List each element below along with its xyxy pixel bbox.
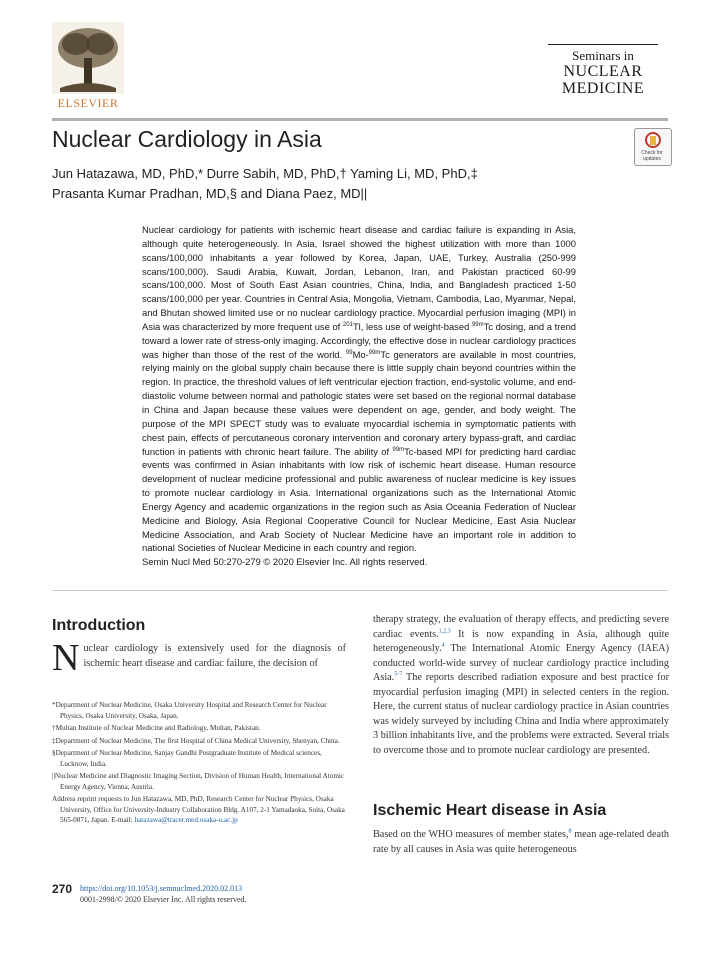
abstract-divider — [52, 590, 668, 591]
publisher-name: ELSEVIER — [57, 96, 119, 110]
section-heading-introduction: Introduction — [52, 617, 146, 634]
journal-line1: Seminars in — [572, 48, 634, 63]
affiliation-4: §Department of Nuclear Medicine, Sanjay Gandhi Postgraduate Institute of Medical sciences, Lucknow, India. — [52, 749, 322, 768]
journal-line2: NUCLEAR — [563, 63, 643, 80]
abstract: Nuclear cardiology for patients with ischemic heart disease and cardiac failure is expanding in Asia, although quite heterogeneously. In Asia, Israel showed the highest utilization with more than 1000 scans/100,000 inhabitants a year followed by Korea, Japan, UAE, Turkey, Australia (250-999 scans/100,000). Saudi Arabia, Kuwait, Jordan, Lebanon, Iran, and Pakistan practiced 60-99 scans/100,000. Most of South East Asian countries, China, India, and Bangladesh practiced 1-50 scans/100,000 per year. Countries in Central Asia, Mongolia, Vietnam, Cambodia, Lao, Myanmar, Nepal, and Bhutan showed limited use or no nuclear cardiology practice. Myocardial perfusion imaging (MPI) in Asia was characterized by more frequent use of $^{201}$Tl, less use of weight-based $^{99m}$Tc dosing, and a trend toward a lower rate of stress-only imaging. Accordingly, the effective dose in nuclear cardiology practices was higher than those of the rest of the world. $^{99}$Mo-$^{99m}$Tc generators are available in most countries, relying mainly on the global supply chain because there is little supply chain beyond countries within the region. In practice, the threshold values of left ventricular ejection fraction, end-systolic volume, and end-diastolic volume between normal and pathologic states were set based on the regional normal database in China and Japan because these values were dependent on age, gender, and body weight. The purpose of the MPI SPECT study was to evaluate myocardial ischemia in symptomatic patients with chest pain, effects of percutaneous coronary intervention and coronary artery bypass-graft, and cardiac function in patients with chronic heart failure. The ability of $^{99m}$Tc-based MPI for predicting hard cardiac events was confirmed in Asian inhabitants with low risk of ischemic heart disease. Human resource development of nuclear medicine professional and public awareness of nuclear medicine is key issues to promote nuclear cardiology in Asia. International organizations such as the International Atomic Energy Agency and academic organizations in the region such as Asia Oceania Federation of Nuclear Medicine and Biology, Asia Regional Cooperative Council for Nuclear Medicine, East Asia Nuclear Medicine Association, and Arab Society of Nuclear Medicine have an important role in addition to national Societies of Nuclear Medicine in each country and region. Semin Nucl Med 50:270-279 © 2020 Elsevier Inc. All rights reserved. — [142, 224, 577, 568]
reprint-email-link[interactable]: hatazawa@tracer.med.osaka-u.ac.jp — [134, 816, 238, 824]
drop-cap: N — [52, 637, 80, 679]
intro-text: uclear cardiology is extensively used for the diagnosis of ischemic heart disease and cardiac failure, the decision of — [83, 643, 346, 669]
authors-line1: Jun Hatazawa, MD, PhD,* Durre Sabih, MD, PhD,† Yaming Li, MD, PhD,‡ — [52, 166, 478, 181]
journal-rule — [548, 44, 658, 45]
affiliation-1: *Department of Nuclear Medicine, Osaka University Hospital and Research Center for Nuclear Physics, Osaka University, Osaka, Japan. — [52, 701, 327, 720]
author-list — [52, 164, 652, 204]
reprint-text: Address reprint requests to Jun Hatazawa, MD, PhD, Research Center for Nuclear Physics, Osaka University, Office for University-Industry Collaboration Bldg. A107, 2-1 Yamadaoka, Suita, Osaka 565-0871, Japan. E-mail: — [52, 795, 345, 824]
header-divider — [52, 118, 668, 121]
introduction-paragraph-continued: therapy strategy, the evaluation of therapy effects, and predicting severe cardiac events.$^{1,2,3}$ It is now expanding in Asia, although quite heterogeneously.$^4$ The International Atomic Energy Agency (IAEA) conducted world-wide survey of nuclear cardiology practice including Asia.$^{5-7}$ The reports described radiation exposure and best practice for myocardial perfusion imaging (MPI) in selected centers in the region. Here, the current status of nuclear cardiology practice in Asian countries was widely surveyed by including China and India where approximately 3 billion inhabitants live, and the problems were extracted. Several trials to overcome those and to promote nuclear cardiology are presented. — [373, 614, 669, 756]
affiliations — [52, 700, 346, 828]
check-for-updates-label: Check for updates — [641, 150, 663, 162]
ischemic-heart-disease-paragraph: Based on the WHO measures of member states,$^8$ mean age-related death rate by all causes in Asia was quite heterogeneous — [373, 828, 669, 855]
copyright-line: 0001-2998/© 2020 Elsevier Inc. All rights reserved. — [80, 895, 247, 904]
affiliation-2: †Multan Institute of Nuclear Medicine and Radiology, Multan, Pakistan. — [52, 724, 261, 732]
doi-link[interactable]: https://doi.org/10.1053/j.semnuclmed.2020.02.013 — [80, 884, 243, 893]
affiliation-5: ||Nuclear Medicine and Diagnostic Imaging Section, Division of Human Health, International Atomic Energy Agency, Vienna, Austria. — [52, 772, 345, 791]
affiliation-3: ‡Department of Nuclear Medicine, The first Hospital of China Medical University, Shenyan, China. — [52, 736, 340, 745]
introduction-paragraph — [52, 637, 346, 679]
journal-line3: MEDICINE — [561, 80, 645, 97]
journal-title — [548, 44, 658, 97]
section-heading-ischemic-heart-disease: Ischemic Heart disease in Asia — [373, 802, 607, 819]
page-number: 270 — [52, 882, 73, 896]
reprint-address — [52, 794, 346, 826]
article-title: Nuclear Cardiology in Asia — [52, 126, 322, 152]
authors-line2: Prasanta Kumar Pradhan, MD,§ and Diana Paez, MD|| — [52, 186, 368, 201]
